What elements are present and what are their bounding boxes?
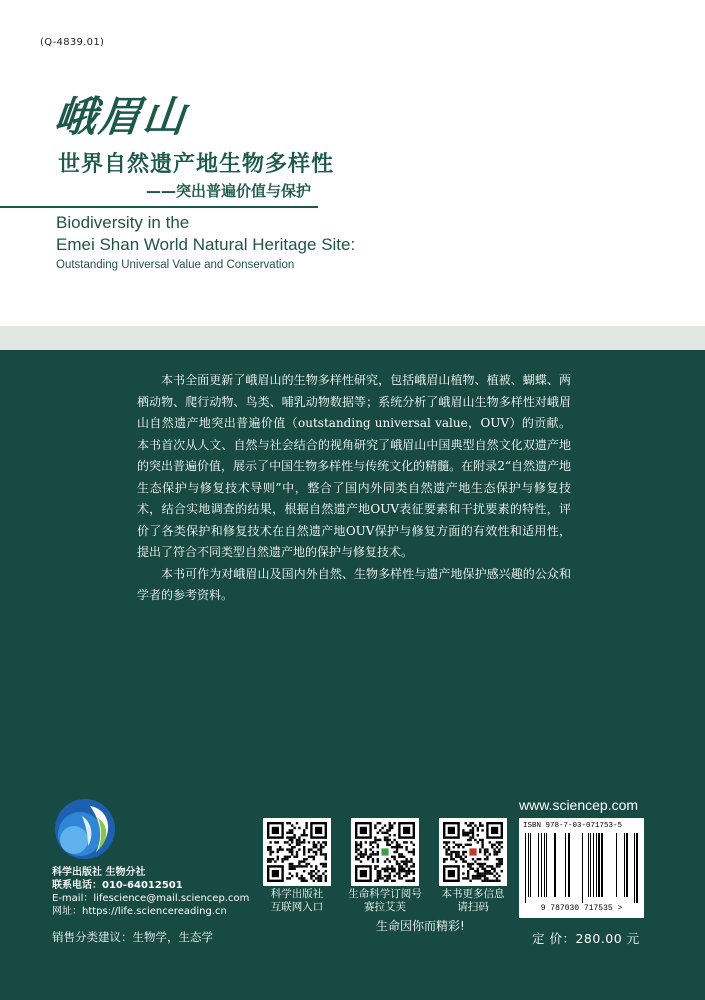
publisher-name: 科学出版社 生物分社: [52, 867, 146, 878]
publisher-url[interactable]: www.sciencep.com: [519, 797, 639, 813]
qr-caption-line: 请扫码: [457, 901, 489, 913]
blurb-paragraph: 本书可作为对峨眉山及国内外自然、生物多样性与遗产地保护感兴趣的公众和学者的参考资料。: [137, 566, 571, 602]
sales-category: 销售分类建议：生物学，生态学: [52, 930, 213, 944]
blurb-paragraph: 本书全面更新了峨眉山的生物多样性研究，包括峨眉山植物、植被、蝴蝶、两栖动物、爬行动物、鸟类、哺乳动物数据等；系统分析了峨眉山生物多样性对峨眉山自然遗产地突出普遍价值（outstanding universal value，OUV）的贡献。本书首次从人文、自然与社会结合的视角研究了峨眉山中国典型自然文化双遗产地的突出普遍价值，展示了中国生物多样性与传统文化的精髓。在附录2“自然遗产地生态保护与修复技术导则”中，整合了国内外同类自然遗产地生态保护与修复技术，结合实地调查的结果，根据自然遗产地OUV表征要素和干扰要素的特性，评价了各类保护和修复技术在自然遗产地OUV保护与修复方面的有效性和适用性，提出了符合不同类型自然遗产地的保护与修复技术。: [137, 373, 571, 559]
qr-code-icon[interactable]: [263, 818, 331, 886]
qr-caption-line: 生命科学订阅号: [348, 888, 422, 900]
chinese-title: 世界自然遗产地生物多样性: [58, 151, 335, 177]
price: 定 价：280.00 元: [532, 931, 640, 946]
english-title-line1: Biodiversity in the: [56, 213, 190, 232]
calligraphy-title: 峨眉山: [52, 92, 190, 141]
qr-caption-line: 赛拉艾芙: [364, 901, 406, 913]
qr-caption-subscription: [340, 888, 430, 914]
title-rule: [0, 206, 318, 208]
english-title-line2: Emei Shan World Natural Heritage Site:: [56, 235, 356, 254]
chinese-subtitle: ——突出普遍价值与保护: [146, 182, 312, 200]
slogan: 生命因你而精彩!: [376, 919, 465, 933]
publisher-phone: 联系电话：010-64012501: [52, 880, 183, 891]
qr-caption-line: 本书更多信息: [441, 888, 505, 900]
publisher-email: E-mail：lifescience@mail.sciencep.com: [52, 893, 250, 904]
qr-code-icon[interactable]: [439, 818, 507, 886]
barcode-icon: [525, 833, 638, 903]
divider-band: [0, 326, 705, 350]
isbn-barcode: [519, 818, 644, 918]
qr-caption-line: 科学出版社: [270, 888, 324, 900]
barcode-digits: 9 787030 717535 >: [540, 904, 623, 913]
publisher-website: 网址：https://life.sciencereading.cn: [52, 906, 227, 917]
english-subtitle: Outstanding Universal Value and Conservation: [56, 259, 295, 271]
qr-caption-more-info: [428, 888, 518, 914]
isbn-text: ISBN 978-7-03-071753-5: [523, 822, 623, 830]
qr-caption-publisher: [252, 888, 342, 914]
qr-code-icon[interactable]: [351, 818, 419, 886]
series-code: (Q-4839.01): [40, 37, 105, 48]
qr-caption-line: 互联网入口: [270, 901, 324, 913]
publisher-info: [52, 866, 249, 918]
science-press-logo-icon: [52, 796, 118, 862]
book-blurb: [137, 370, 571, 607]
